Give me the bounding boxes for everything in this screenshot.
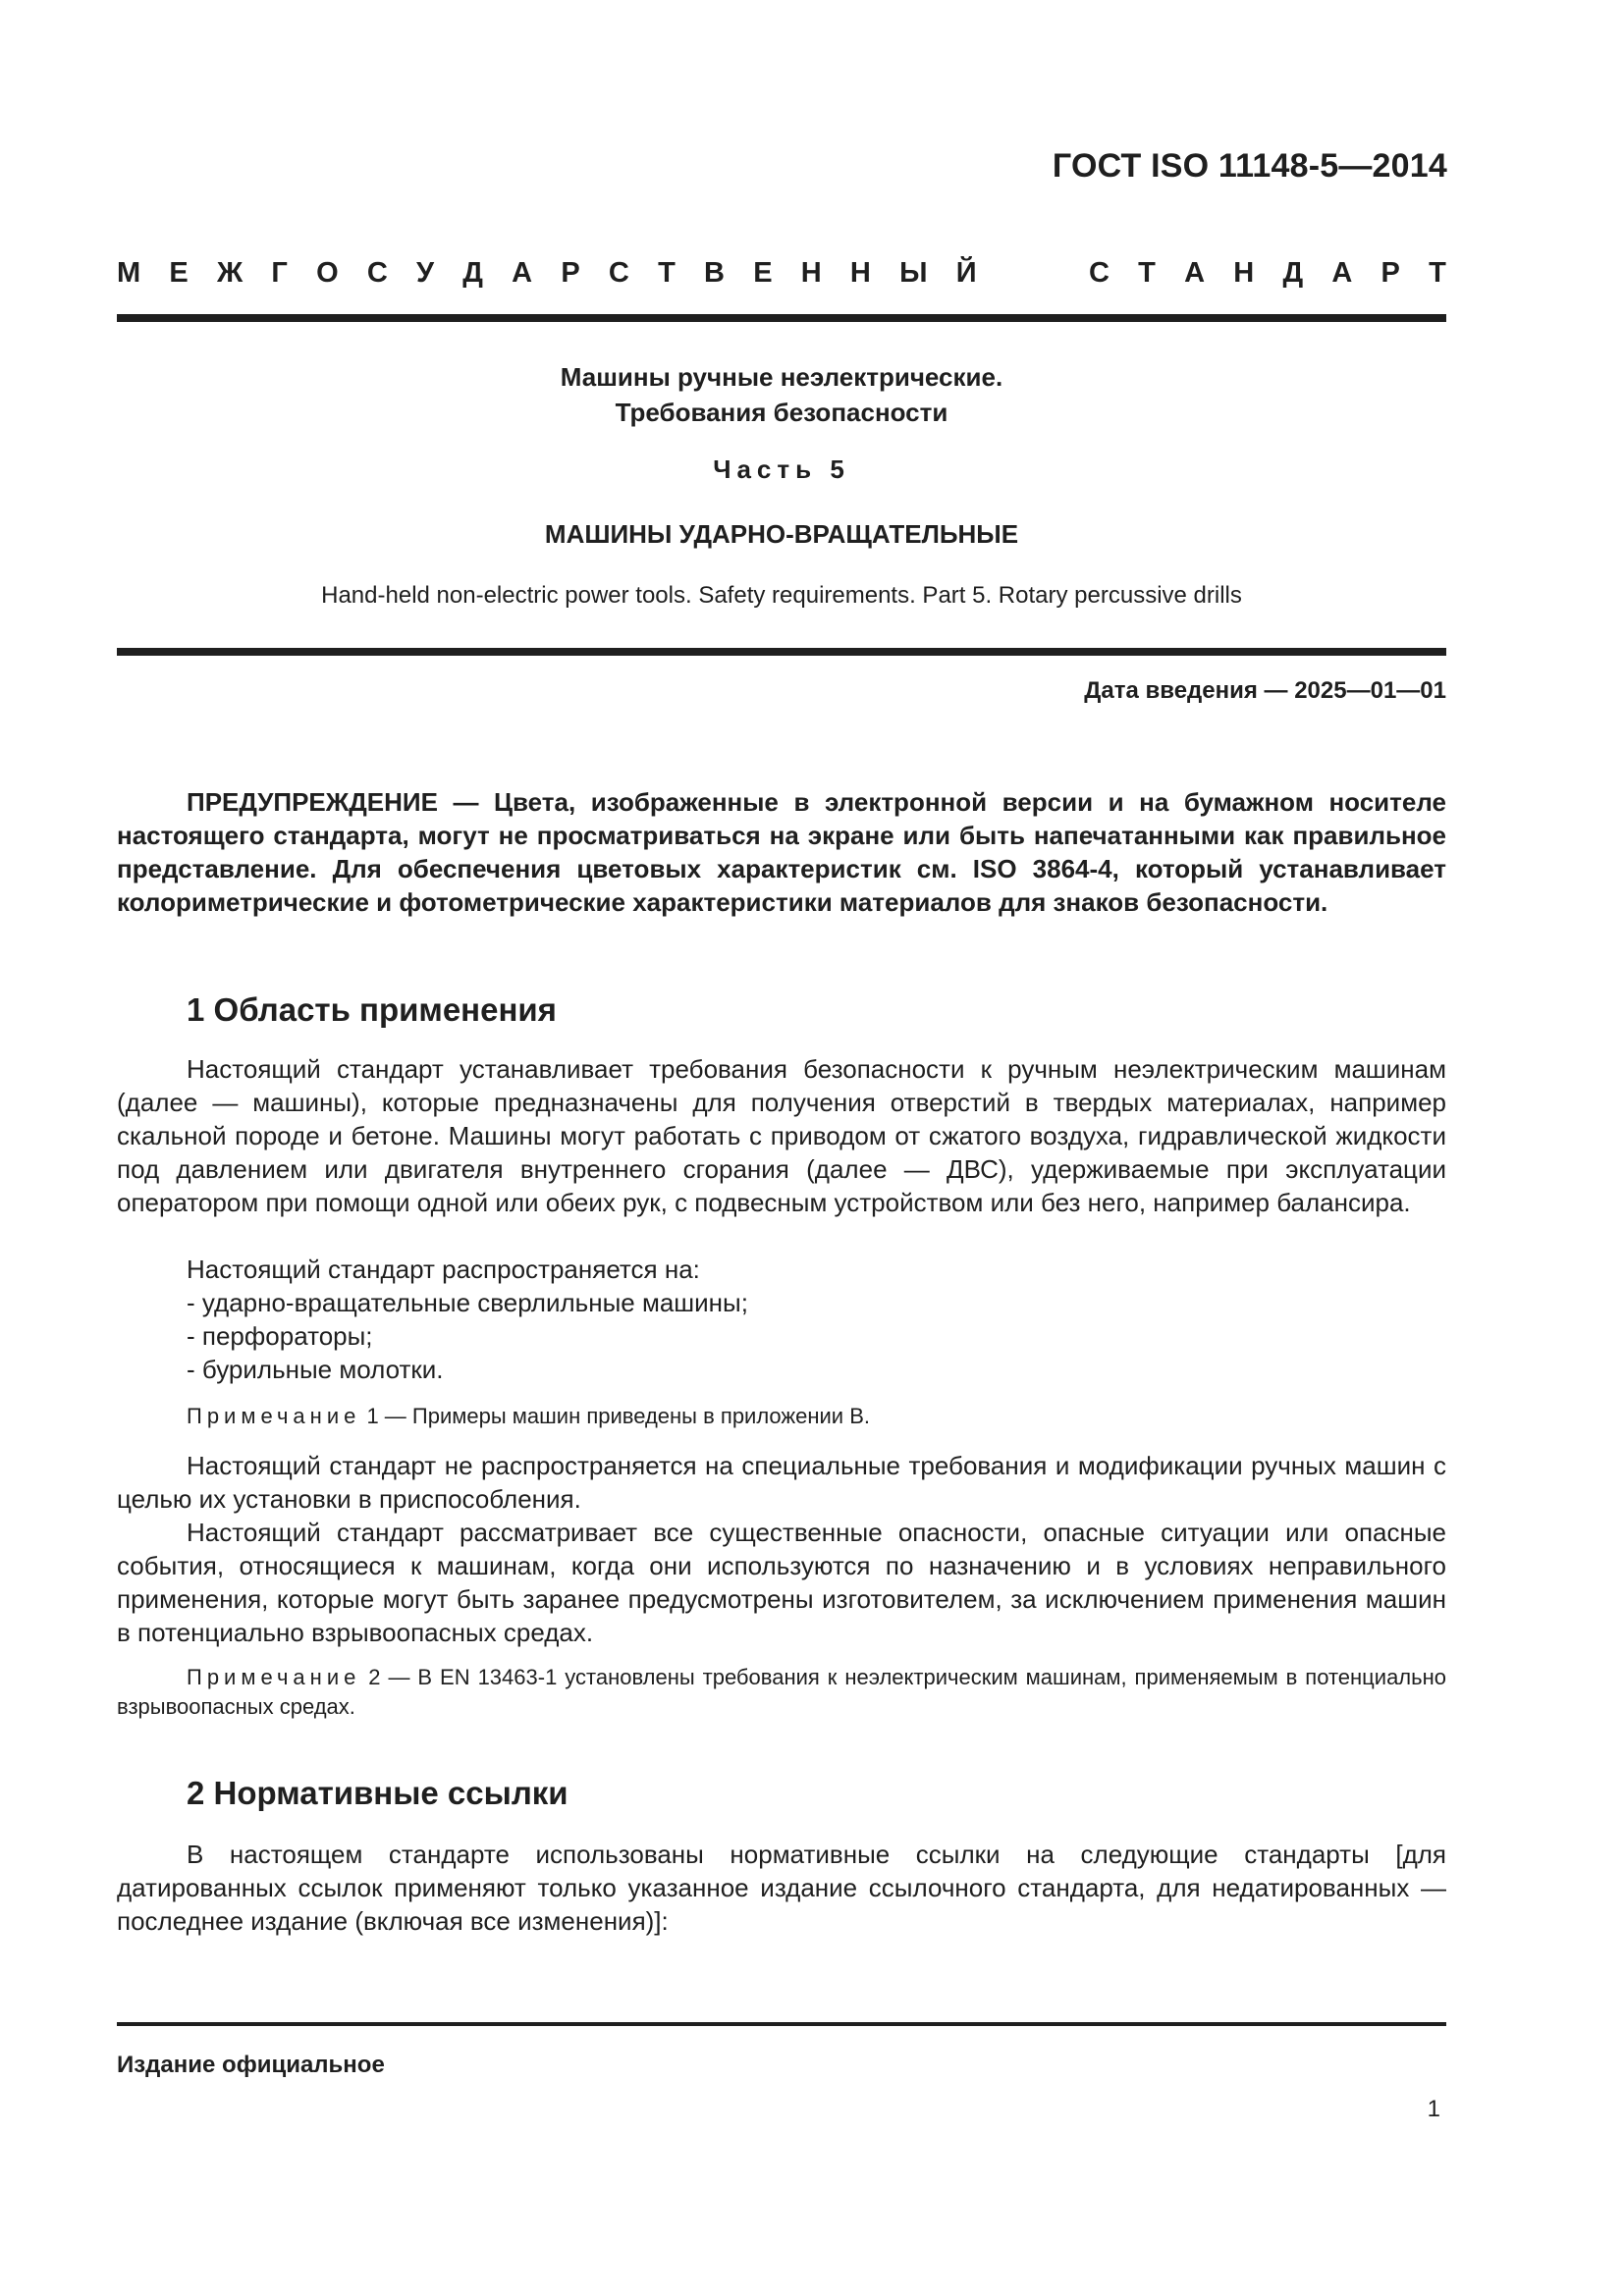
banner-letter: У	[416, 256, 435, 289]
banner-letter: М	[117, 256, 141, 289]
section-2-heading: 2 Нормативные ссылки	[187, 1775, 568, 1811]
banner-letter: Ы	[899, 256, 928, 289]
banner-letter: Д	[462, 256, 483, 289]
note-label: Примечание	[187, 1404, 361, 1428]
section-1-paragraph-2: Настоящий стандарт распространяется на:	[187, 1255, 700, 1284]
title-line-1: Машины ручные неэлектрические.	[560, 362, 1003, 392]
banner-letter: Д	[1282, 256, 1304, 289]
banner-letter: Ж	[216, 256, 244, 289]
page-number: 1	[1427, 2096, 1440, 2122]
interstate-standard-banner	[117, 253, 1446, 293]
section-1-paragraph-1: Настоящий стандарт устанавливает требования безопасности к ручным неэлектрическим машинам (далее — машины), которые предназначены для получения отверстий в твердых материалах, например скальной породе и бетоне. Машины могут работать с приводом от сжатого воздуха, гидравлической жидкости под давлением или двигателя внутреннего сгорания (далее — ДВС), удерживаемые при эксплуатации оператором при помощи одной или обеих рук, с подвесным устройством или без него, например балансира.	[117, 1054, 1446, 1217]
note-2	[117, 1663, 1446, 1722]
banner-letter: Р	[561, 256, 580, 289]
banner-letter: Т	[1429, 256, 1446, 289]
banner-letter: А	[1184, 256, 1206, 289]
banner-letter: О	[316, 256, 339, 289]
footer-divider	[117, 2022, 1446, 2026]
banner-letter: А	[512, 256, 533, 289]
banner-letter: Н	[849, 256, 871, 289]
banner-letter: В	[704, 256, 725, 289]
document-code: ГОСТ ISO 11148-5—2014	[1052, 147, 1447, 185]
official-edition-label: Издание официальное	[117, 2052, 385, 2078]
list-item: - бурильные молотки.	[187, 1355, 444, 1384]
banner-letter: Н	[1233, 256, 1255, 289]
banner-letter: С	[366, 256, 388, 289]
section-2-paragraph-1: В настоящем стандарте использованы нормативные ссылки на следующие стандарты [для датированных ссылок применяют только указанное издание ссылочного стандарта, для недатированных — последнее издание (включая все изменения)]:	[117, 1840, 1446, 1936]
note-label: Примечание	[187, 1665, 361, 1689]
warning-paragraph: ПРЕДУПРЕЖДЕНИЕ — Цвета, изображенные в электронной версии и на бумажном носителе настоящего стандарта, могут не просматриваться на экране или быть напечатанными как правильное представление. Для обеспечения цветовых характеристик см. ISO 3864-4, который устанавливает колориметрические и фотометрические характеристики материалов для знаков безопасности.	[117, 787, 1446, 917]
part-subtitle: МАШИНЫ УДАРНО-ВРАЩАТЕЛЬНЫЕ	[544, 519, 1019, 549]
list-item: - ударно-вращательные сверлильные машины;	[187, 1288, 748, 1317]
banner-letter: Н	[800, 256, 822, 289]
banner-letter: Е	[753, 256, 773, 289]
section-1-heading: 1 Область применения	[187, 991, 557, 1028]
part-label: Часть 5	[713, 454, 850, 484]
section-1-paragraph-4: Настоящий стандарт рассматривает все существенные опасности, опасные ситуации или опасные события, относящиеся к машинам, когда они используются по назначению и в условиях неправильного применения, которые могут быть заранее предусмотрены изготовителем, за исключением применения машин в потенциально взрывоопасных средах.	[117, 1518, 1446, 1647]
banner-letter: С	[608, 256, 629, 289]
title-line-2: Требования безопасности	[615, 398, 948, 427]
title-divider	[117, 648, 1446, 656]
banner-letter: Р	[1380, 256, 1400, 289]
list-item: - перфораторы;	[187, 1321, 373, 1351]
document-title	[117, 359, 1446, 430]
note-text: 1 — Примеры машин приведены в приложении В.	[360, 1404, 870, 1428]
section-1-paragraph-3: Настоящий стандарт не распространяется на специальные требования и модификации ручных машин с целью их установки в приспособления.	[117, 1451, 1446, 1514]
introduction-date: Дата введения — 2025—01—01	[1084, 677, 1446, 704]
banner-letter: С	[1089, 256, 1110, 289]
banner-letter: А	[1331, 256, 1353, 289]
note-1	[117, 1402, 1446, 1431]
english-title: Hand-held non-electric power tools. Safety requirements. Part 5. Rotary percussive drills	[321, 582, 1242, 609]
banner-letter: Г	[271, 256, 288, 289]
banner-letter: Т	[1138, 256, 1156, 289]
banner-letter: Е	[169, 256, 189, 289]
banner-letter: Т	[658, 256, 676, 289]
banner-letter: Й	[955, 256, 977, 289]
note-text: 2 — В EN 13463-1 установлены требования к неэлектрическим машинам, применяемым в потенциально взрывоопасных средах.	[117, 1665, 1446, 1719]
header-divider	[117, 314, 1446, 322]
scope-list	[187, 1286, 748, 1386]
